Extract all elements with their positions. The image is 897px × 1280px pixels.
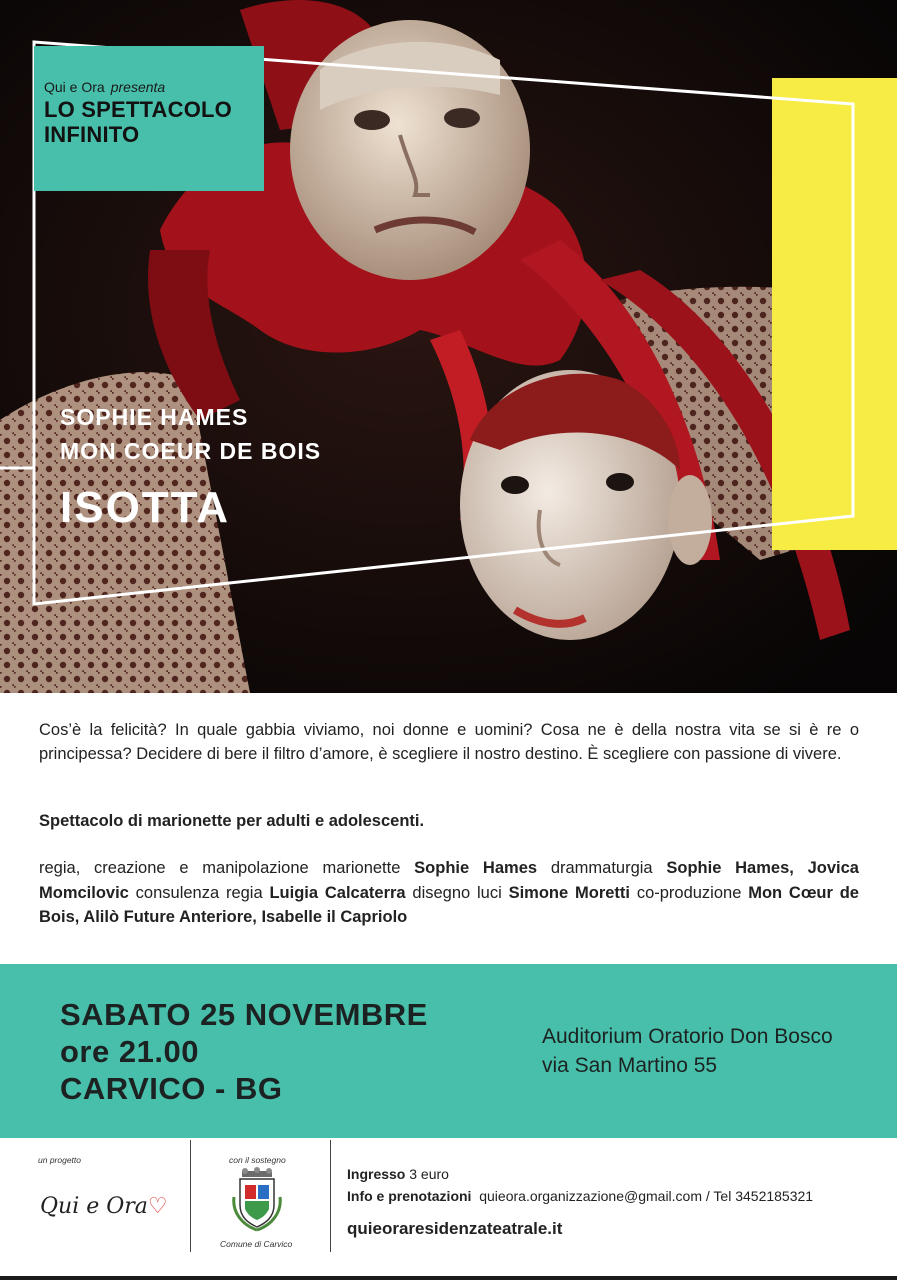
venue-name: Auditorium Oratorio Don Bosco [542, 1025, 833, 1048]
project-label: un progetto [38, 1155, 82, 1165]
credit-part: co-produzione [630, 883, 749, 902]
qui-e-ora-logo [40, 1194, 168, 1219]
show-title: ISOTTA [60, 483, 231, 532]
event-datetime [60, 996, 428, 1107]
footer-divider [330, 1140, 331, 1252]
credit-part: Luigia Calcaterra [269, 883, 406, 902]
ticket-price: 3 euro [409, 1166, 449, 1182]
event-town: CARVICO - BG [60, 1071, 283, 1106]
artist-name: SOPHIE HAMES [60, 404, 249, 430]
ticket-info [347, 1166, 449, 1182]
series-title-line1: LO SPETTACOLO [44, 97, 232, 122]
show-description: Cos’è la felicità? In quale gabbia viviamo, noi donne e uomini? Cosa ne è della nostra vita se si è re o principessa? Decidere di bere il filtro d’amore, è scegliere il nostro destino. È scegliere con passione di vivere. [39, 721, 859, 763]
ticket-label: Ingresso [347, 1166, 406, 1182]
series-title-line2: INFINITO [44, 122, 140, 147]
credit-part: regia, creazione e manipolazione marionette [39, 859, 415, 877]
municipality-name: Comune di Carvico [220, 1239, 293, 1249]
booking-label: Info e prenotazioni [347, 1188, 472, 1204]
event-venue [542, 1022, 833, 1080]
credit-part: disegno luci [405, 883, 509, 902]
event-date: SABATO 25 NOVEMBRE [60, 997, 428, 1032]
presenter-name: Qui e Ora [44, 79, 105, 95]
venue-address: via San Martino 55 [542, 1054, 718, 1077]
credit-part: Sophie Hames [414, 859, 538, 877]
support-label: con il sostegno [229, 1155, 286, 1165]
website-link[interactable]: quieoraresidenzateatrale.it [347, 1219, 563, 1238]
footer-divider [190, 1140, 191, 1252]
credit-part: consulenza regia [128, 883, 270, 902]
credit-part: drammaturgia [537, 859, 667, 877]
credit-part: Mon Cœur de Bois, Alilò Future Anteriore, Isabelle il Capriolo [39, 883, 859, 926]
qui-e-ora-logo-text: Qui e Ora [40, 1194, 148, 1219]
credits-paragraph [39, 856, 859, 930]
audience-note: Spettacolo di marionette per adulti e adolescenti. [39, 812, 425, 830]
presenter-line [44, 79, 165, 95]
municipality-crest-icon [232, 1167, 282, 1233]
heart-icon: ♡ [147, 1194, 168, 1219]
booking-contact[interactable]: quieora.organizzazione@gmail.com / Tel 3452185321 [479, 1188, 814, 1204]
bottom-border [0, 1276, 897, 1280]
credit-part: Sophie Hames, Jovica Momcilovic [39, 859, 859, 902]
event-time: ore 21.00 [60, 1034, 199, 1069]
credit-part: Simone Moretti [508, 883, 630, 902]
company-name: MON COEUR DE BOIS [60, 438, 322, 464]
booking-info [347, 1188, 813, 1204]
presents-word: presenta [110, 79, 166, 95]
artist-block [60, 400, 321, 468]
series-title [44, 97, 232, 147]
